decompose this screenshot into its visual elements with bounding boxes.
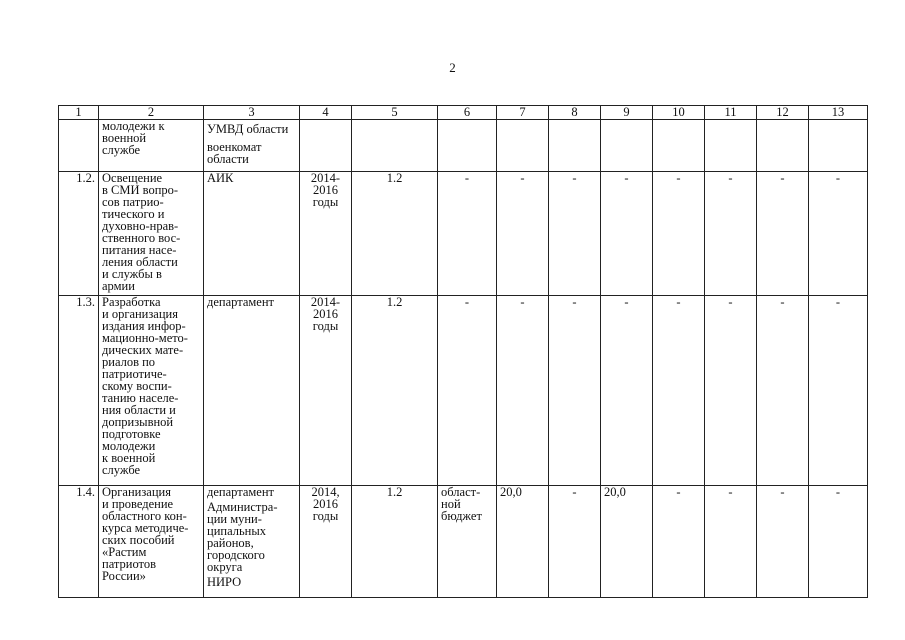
row-number: 1.3. — [59, 296, 99, 486]
header-cell: 1 — [59, 106, 99, 120]
section-ref: 1.2 — [352, 172, 438, 296]
period-cell: 2014-2016 годы — [300, 296, 352, 486]
cell: - — [809, 296, 868, 486]
funding-source: област-ной бюджет — [438, 486, 497, 598]
header-cell: 4 — [300, 106, 352, 120]
header-cell: 12 — [757, 106, 809, 120]
cell: - — [757, 172, 809, 296]
cell — [653, 120, 705, 172]
executor: департамент — [204, 296, 300, 486]
header-cell: 3 — [204, 106, 300, 120]
cell: - — [438, 296, 497, 486]
page-number: 2 — [449, 60, 456, 75]
period-cell: 2014-2016 годы — [300, 172, 352, 296]
cell: - — [705, 486, 757, 598]
cell — [438, 120, 497, 172]
header-cell: 6 — [438, 106, 497, 120]
executor: АИК — [204, 172, 300, 296]
cell: - — [438, 172, 497, 296]
cell: - — [653, 486, 705, 598]
header-cell: 8 — [549, 106, 601, 120]
cell: - — [549, 486, 601, 598]
period-cell: 2014, 2016 годы — [300, 486, 352, 598]
cell — [601, 120, 653, 172]
cell: - — [497, 296, 549, 486]
cell: - — [757, 296, 809, 486]
cell: - — [497, 172, 549, 296]
header-cell: 2 — [99, 106, 204, 120]
cell — [352, 120, 438, 172]
cell: - — [705, 172, 757, 296]
cell: - — [549, 172, 601, 296]
cell: - — [809, 486, 868, 598]
event-name: Разработка и организация издания инфор- мационно-мето- дических мате- риалов по патриотиче- скому воспи- танию населе- ния области и допризывной подготовке молодежи к военной службе — [99, 296, 204, 486]
header-cell: 13 — [809, 106, 868, 120]
executor: департамент Администра-ции муни-ципальных районов, городского округа НИРО — [204, 486, 300, 598]
cell — [757, 120, 809, 172]
table-row — [59, 296, 868, 486]
cell — [705, 120, 757, 172]
section-ref: 1.2 — [352, 486, 438, 598]
row-number: 1.2. — [59, 172, 99, 296]
cell: - — [653, 296, 705, 486]
cell: - — [653, 172, 705, 296]
cell: 20,0 — [497, 486, 549, 598]
header-cell: 5 — [352, 106, 438, 120]
cell: - — [809, 172, 868, 296]
cell: - — [601, 296, 653, 486]
header-cell: 9 — [601, 106, 653, 120]
header-cell: 10 — [653, 106, 705, 120]
cell — [809, 120, 868, 172]
table-row — [59, 486, 868, 598]
cell: - — [757, 486, 809, 598]
cell — [549, 120, 601, 172]
section-ref: 1.2 — [352, 296, 438, 486]
header-cell: 11 — [705, 106, 757, 120]
row-number: 1.4. — [59, 486, 99, 598]
cell: - — [705, 296, 757, 486]
cell: - — [601, 172, 653, 296]
event-name: Освещение в СМИ вопро- сов патрио- тического и духовно-нрав- ственного вос- питания насе- ления области и службы в армии — [99, 172, 204, 296]
header-row — [59, 106, 868, 120]
executor: УМВД области военкомат области — [204, 120, 300, 172]
cell — [497, 120, 549, 172]
table-row — [59, 120, 868, 172]
event-name: молодежи к военной службе — [99, 120, 204, 172]
cell: - — [549, 296, 601, 486]
header-cell: 7 — [497, 106, 549, 120]
cell: 20,0 — [601, 486, 653, 598]
program-table — [58, 105, 868, 598]
table-row — [59, 172, 868, 296]
row-number — [59, 120, 99, 172]
event-name: Организация и проведение областного кон- курса методиче- ских пособий «Растим патриотов России» — [99, 486, 204, 598]
period-cell — [300, 120, 352, 172]
